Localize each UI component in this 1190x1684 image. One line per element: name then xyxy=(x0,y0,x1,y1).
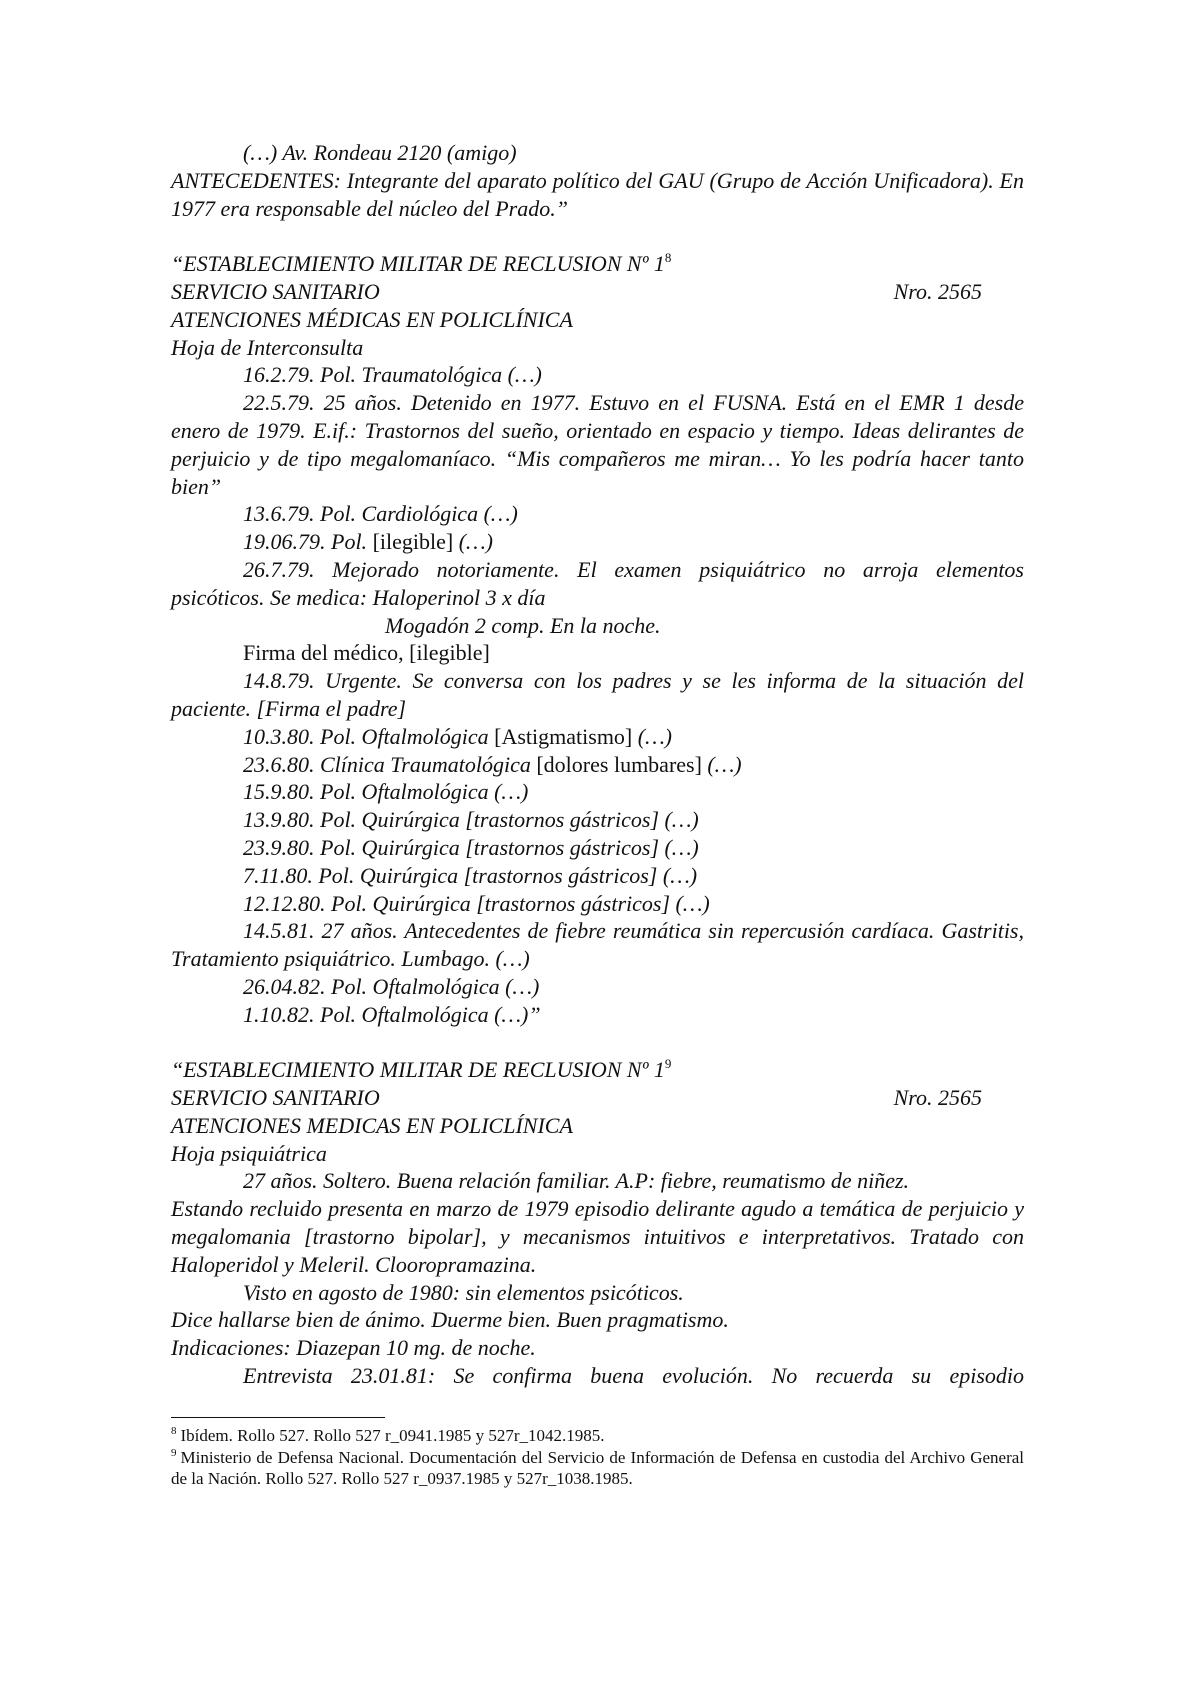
record1-title-text: “ESTABLECIMIENTO MILITAR DE RECLUSION Nº 1 xyxy=(171,251,665,277)
antecedentes-paragraph: ANTECEDENTES: Integrante del aparato político del GAU (Grupo de Acción Unificadora). En 1977 era responsable del núcleo del Prado.” xyxy=(171,167,1024,221)
record2-sheet: Hoja psiquiátrica xyxy=(171,1140,327,1166)
spacer xyxy=(171,1029,1024,1057)
record1-subtitle: ATENCIONES MÉDICAS EN POLICLÍNICA xyxy=(171,306,573,332)
record1-entry-continuation: Mogadón 2 comp. En la noche. xyxy=(385,612,661,638)
record1-entry: 26.04.82. Pol. Oftalmológica (…) xyxy=(243,973,540,999)
address-line: (…) Av. Rondeau 2120 (amigo) xyxy=(243,140,517,165)
record1-entry: 26.7.79. Mejorado notoriamente. El examen psiquiátrico no arroja elementos psicóticos. Se medica: Haloperinol 3 x día xyxy=(171,556,1024,610)
record1-number: Nro. 2565 xyxy=(893,278,982,304)
record1-entry: 1.10.82. Pol. Oftalmológica (…)” xyxy=(243,1001,541,1027)
record2-paragraph: Estando recluido presenta en marzo de 1979 episodio delirante agudo a temática de perjuicio y megalomania [trastorno bipolar], y mecanismos intuitivos e interpretativos. Tratado con Haloperidol y Meleril. Clooropramazina. xyxy=(171,1196,1024,1277)
record2-number: Nro. 2565 xyxy=(893,1085,982,1111)
record2-service: SERVICIO SANITARIO xyxy=(171,1085,380,1111)
record2-title xyxy=(171,1056,1024,1084)
record2-paragraph: Visto en agosto de 1980: sin elementos psicóticos. xyxy=(243,1279,684,1305)
record1-title xyxy=(171,250,1024,278)
document-body xyxy=(171,139,1024,1390)
record1-entry xyxy=(171,528,1024,556)
record1-entry: 23.9.80. Pol. Quirúrgica [trastornos gástricos] (…) xyxy=(243,834,699,860)
record2-title-text: “ESTABLECIMIENTO MILITAR DE RECLUSION Nº 1 xyxy=(171,1057,665,1083)
footnote-text: Ministerio de Defensa Nacional. Documentación del Servicio de Información de Defensa en custodia del Archivo General de la Nación. Rollo 527. Rollo 527 r_0937.1985 y 527r_1038.1985. xyxy=(171,1448,1024,1488)
record1-entry: 12.12.80. Pol. Quirúrgica [trastornos gástricos] (…) xyxy=(243,890,710,916)
footnote-ref-8: 8 xyxy=(664,250,672,266)
entry-note: [dolores lumbares] xyxy=(536,751,702,777)
footnote-number: 8 xyxy=(171,1425,177,1437)
footnote-separator xyxy=(171,1417,385,1418)
footnote-number: 9 xyxy=(171,1447,177,1459)
footnote-9 xyxy=(171,1447,1024,1489)
record2-paragraph: 27 años. Soltero. Buena relación familiar. A.P: fiebre, reumatismo de niñez. xyxy=(243,1168,910,1194)
record1-entry xyxy=(171,751,1024,779)
record1-entry xyxy=(171,723,1024,751)
record2-paragraph: Entrevista 23.01.81: Se confirma buena evolución. No recuerda su episodio xyxy=(243,1363,1024,1389)
record1-entry: 16.2.79. Pol. Traumatológica (…) xyxy=(243,362,542,388)
record1-sheet: Hoja de Interconsulta xyxy=(171,334,364,360)
entry-text: 23.6.80. Clínica Traumatológica xyxy=(243,751,537,777)
footnote-8 xyxy=(171,1425,1024,1446)
entry-text: (…) xyxy=(701,751,742,777)
record1-service: SERVICIO SANITARIO xyxy=(171,278,380,304)
record1-entry: 14.8.79. Urgente. Se conversa con los padres y se les informa de la situación del paciente. [Firma el padre] xyxy=(171,668,1024,721)
record2-paragraph: Indicaciones: Diazepan 10 mg. de noche. xyxy=(171,1335,536,1361)
record1-entry: 22.5.79. 25 años. Detenido en 1977. Estuvo en el FUSNA. Está en el EMR 1 desde enero de 1979. E.if.: Trastornos del sueño, orientado en espacio y tiempo. Ideas delirantes de perjuicio y de tipo megalomaníaco. “Mis compañeros me miran… Yo les podría hacer tanto bien” xyxy=(171,390,1024,499)
record2-subtitle: ATENCIONES MEDICAS EN POLICLÍNICA xyxy=(171,1112,573,1138)
footnotes xyxy=(171,1425,1024,1490)
footnote-text: Ibídem. Rollo 527. Rollo 527 r_0941.1985 y 527r_1042.1985. xyxy=(180,1426,605,1445)
spacer xyxy=(171,222,1024,250)
entry-note: [Astigmatismo] xyxy=(494,723,633,749)
entry-text: 10.3.80. Pol. Oftalmológica xyxy=(243,723,495,749)
record1-entry: 13.6.79. Pol. Cardiológica (…) xyxy=(243,501,518,527)
footnote-ref-9: 9 xyxy=(664,1056,672,1072)
entry-text: (…) xyxy=(453,529,493,555)
record1-entry: 14.5.81. 27 años. Antecedentes de fiebre reumática sin repercusión cardíaca. Gastritis, Tratamiento psiquiátrico. Lumbago. (…) xyxy=(171,918,1024,972)
entry-note: [ilegible] xyxy=(372,529,454,555)
entry-text: 19.06.79. Pol. xyxy=(243,529,373,555)
record1-entry: 7.11.80. Pol. Quirúrgica [trastornos gástricos] (…) xyxy=(243,862,698,888)
record1-signature: Firma del médico, [ilegible] xyxy=(243,640,490,666)
entry-text: (…) xyxy=(632,723,672,749)
record1-entry: 13.9.80. Pol. Quirúrgica [trastornos gástricos] (…) xyxy=(243,807,699,833)
record2-service-row xyxy=(171,1084,1024,1112)
record1-entry: 15.9.80. Pol. Oftalmológica (…) xyxy=(243,779,529,805)
record1-service-row xyxy=(171,278,1024,306)
record2-paragraph: Dice hallarse bien de ánimo. Duerme bien. Buen pragmatismo. xyxy=(171,1307,729,1333)
